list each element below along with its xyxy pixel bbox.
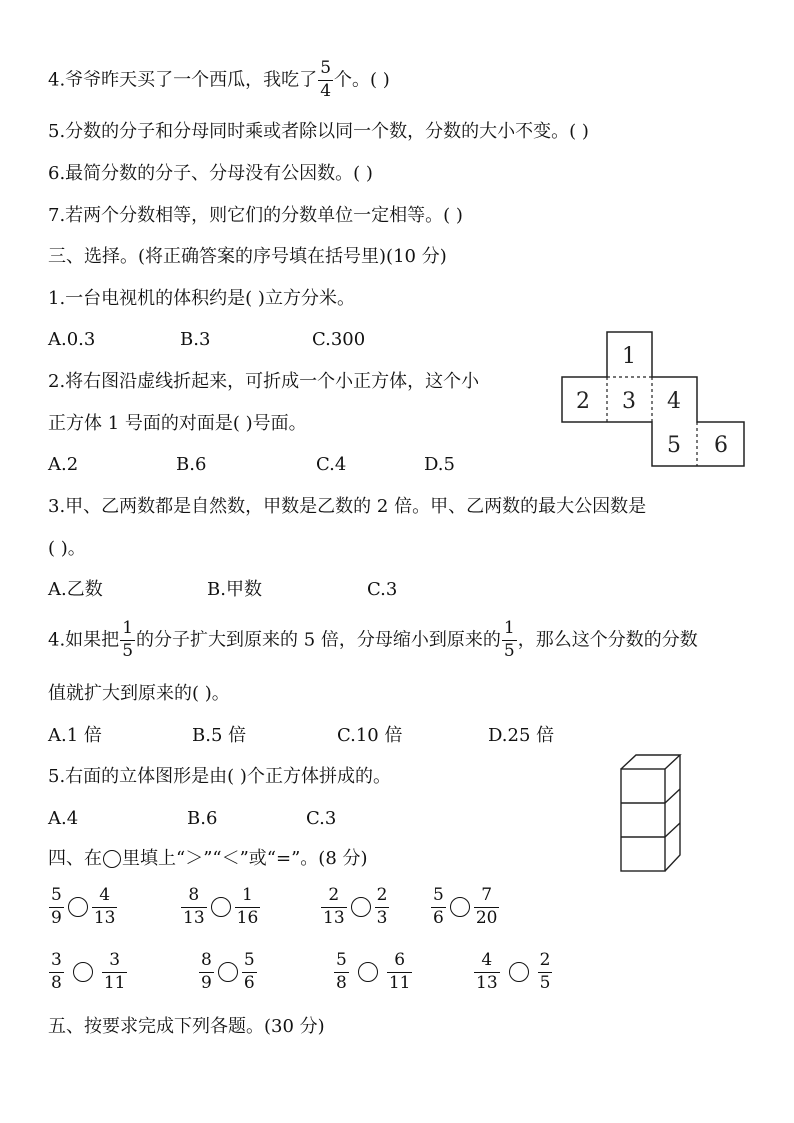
choice-q5-option: C.3 — [306, 808, 337, 829]
net-face-5: 5 — [667, 433, 681, 458]
choice-q1-option: B.3 — [180, 329, 211, 350]
choice-q2-line1: 2.将右图沿虚线折起来，可折成一个小正方体，这个小 — [48, 371, 480, 392]
section4-title: 四、在 里填上“＞”“＜”或“=”。(8 分) — [48, 848, 368, 869]
net-face-1: 1 — [622, 344, 636, 369]
choice-q3-option: B.甲数 — [207, 579, 262, 600]
judge-q7: 7.若两个分数相等，则它们的分数单位一定相等。( ) — [48, 205, 463, 226]
compare-circle-input[interactable] — [211, 897, 231, 917]
compare-circle-input[interactable] — [358, 962, 378, 982]
choice-q2-option: D.5 — [424, 454, 455, 475]
fraction: $\frac{5}{4}$ — [320, 58, 332, 101]
choice-q2-line2: 正方体 1 号面的对面是( )号面。 — [48, 413, 307, 434]
judge-q5: 5.分数的分子和分母同时乘或者除以同一个数，分数的大小不变。( ) — [48, 121, 589, 142]
compare-circle-input[interactable] — [218, 962, 238, 982]
compare-item: $\frac{5}{8}$ $\frac{6}{11}$ — [336, 950, 411, 993]
compare-circle-input[interactable] — [351, 897, 371, 917]
choice-q4-option: D.25 倍 — [488, 725, 555, 746]
compare-circle-input[interactable] — [68, 897, 88, 917]
judge-q6: 6.最简分数的分子、分母没有公因数。( ) — [48, 163, 373, 184]
choice-q1: 1.一台电视机的体积约是( )立方分米。 — [48, 288, 355, 309]
compare-circle-input[interactable] — [73, 962, 93, 982]
stacked-cubes-diagram — [618, 752, 688, 877]
net-face-3: 3 — [622, 389, 636, 414]
section5-title: 五、按要求完成下列各题。(30 分) — [48, 1016, 325, 1037]
compare-item: $\frac{8}{13}$ $\frac{1}{16}$ — [183, 885, 259, 928]
circle-icon — [103, 850, 121, 868]
fraction: $\frac{1}{5}$ — [503, 618, 515, 661]
section3-title: 三、选择。(将正确答案的序号填在括号里)(10 分) — [48, 246, 447, 267]
choice-q3-line1: 3.甲、乙两数都是自然数，甲数是乙数的 2 倍。甲、乙两数的最大公因数是 — [48, 496, 647, 517]
choice-q5: 5.右面的立体图形是由( )个正方体拼成的。 — [48, 766, 391, 787]
choice-q4-option: A.1 倍 — [48, 725, 102, 746]
choice-q4-line2: 值就扩大到原来的( )。 — [48, 683, 230, 704]
choice-q4-option: C.10 倍 — [337, 725, 403, 746]
choice-q4-option: B.5 倍 — [192, 725, 247, 746]
choice-q2-option: A.2 — [48, 454, 79, 475]
compare-item: $\frac{4}{13}$ $\frac{2}{5}$ — [476, 950, 551, 993]
compare-item: $\frac{3}{8}$ $\frac{3}{11}$ — [51, 950, 126, 993]
choice-q1-option: A.0.3 — [48, 329, 96, 350]
choice-q2-option: B.6 — [176, 454, 207, 475]
choice-q3-line2: ( )。 — [48, 538, 86, 559]
compare-circle-input[interactable] — [509, 962, 529, 982]
cube-net-diagram — [560, 330, 750, 470]
net-face-6: 6 — [714, 433, 728, 458]
choice-q2-option: C.4 — [316, 454, 347, 475]
compare-item: $\frac{8}{9}$ $\frac{5}{6}$ — [201, 950, 255, 993]
judge-q4: 4.爷爷昨天买了一个西瓜，我吃了 $\frac{5}{4}$ 个。( ) — [48, 58, 390, 101]
compare-circle-input[interactable] — [450, 897, 470, 917]
net-face-4: 4 — [667, 389, 681, 414]
choice-q3-option: C.3 — [367, 579, 398, 600]
choice-q3-option: A.乙数 — [48, 579, 103, 600]
fraction: $\frac{1}{5}$ — [122, 618, 134, 661]
compare-item: $\frac{5}{9}$ $\frac{4}{13}$ — [51, 885, 116, 928]
choice-q4-line1: 4.如果把 $\frac{1}{5}$ 的分子扩大到原来的 5 倍，分母缩小到原来的 $\frac{1}{5}$ ，那么这个分数的分数 — [48, 618, 698, 661]
choice-q5-option: A.4 — [48, 808, 79, 829]
compare-item: $\frac{5}{6}$ $\frac{7}{20}$ — [433, 885, 498, 928]
net-face-2: 2 — [576, 389, 590, 414]
compare-item: $\frac{2}{13}$ $\frac{2}{3}$ — [323, 885, 388, 928]
choice-q5-option: B.6 — [187, 808, 218, 829]
choice-q1-option: C.300 — [312, 329, 366, 350]
